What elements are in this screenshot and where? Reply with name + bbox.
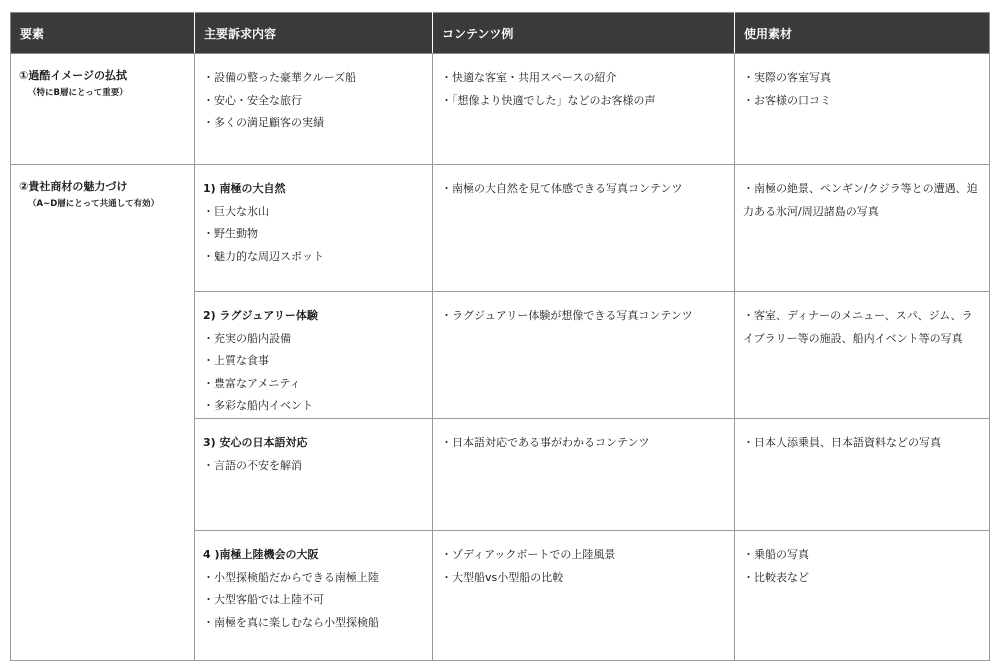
- content-cell: [433, 531, 735, 661]
- material-item: ・南極の絶景、ペンギン/クジラ等との遭遇、迫力ある氷河/周辺諸島の写真: [743, 182, 978, 218]
- element-cell: [11, 165, 195, 661]
- appeal-item: ・魅力的な周辺スポット: [203, 249, 324, 263]
- material-item: ・乗船の写真: [743, 548, 809, 561]
- element-cell: [11, 54, 195, 165]
- appeal-cell: [195, 54, 433, 165]
- content-item: ・大型船vs小型船の比較: [441, 570, 564, 584]
- content-cell: [433, 292, 735, 419]
- appeal-item: ・安心・安全な旅行: [203, 93, 302, 107]
- appeal-item: ・南極を真に楽しむなら小型探検船: [203, 615, 379, 629]
- material-cell: [735, 531, 990, 661]
- material-cell: [735, 292, 990, 419]
- appeal-item: ・上質な食事: [203, 354, 269, 367]
- appeal-item: ・充実の船内設備: [203, 331, 291, 345]
- content-cell: [433, 165, 735, 292]
- header-appeal: 主要訴求内容: [195, 13, 433, 54]
- appeal-item: ・豊富なアメニティ: [203, 376, 301, 390]
- header-material: 使用素材: [735, 13, 990, 54]
- material-cell: [735, 419, 990, 531]
- element-subtitle: （A~D層にとって共通して有効）: [28, 199, 160, 209]
- content-item: ・ゾディアックボートでの上陸風景: [441, 548, 616, 561]
- appeal-item: ・野生動物: [203, 227, 258, 240]
- material-cell: [735, 165, 990, 292]
- material-item: ・お客様の口コミ: [743, 93, 831, 107]
- strategy-table: [10, 12, 990, 661]
- content-cell: [433, 54, 735, 165]
- table-row: [11, 165, 990, 292]
- appeal-cell: [195, 292, 433, 419]
- header-element: 要素: [11, 13, 195, 54]
- table-row: [11, 54, 990, 165]
- appeal-item: ・巨大な氷山: [203, 204, 269, 218]
- appeal-item: ・設備の整った豪華クルーズ船: [203, 71, 357, 84]
- appeal-heading: 3) 安心の日本語対応: [203, 436, 308, 449]
- appeal-item: ・大型客船では上陸不可: [203, 593, 324, 606]
- content-item: ・「想像より快適でした」などのお客様の声: [441, 93, 656, 107]
- content-item: ・快適な客室・共用スペースの紹介: [441, 71, 617, 84]
- element-title: ②貴社商材の魅力づけ: [19, 180, 128, 193]
- content-item: ・南極の大自然を見て体感できる写真コンテンツ: [441, 182, 683, 195]
- material-item: ・実際の客室写真: [743, 71, 831, 84]
- appeal-item: ・多彩な船内イベント: [203, 399, 313, 412]
- header-content-example: コンテンツ例: [433, 13, 735, 54]
- appeal-heading: 2) ラグジュアリー体験: [203, 309, 318, 322]
- appeal-cell: [195, 165, 433, 292]
- appeal-cell: [195, 531, 433, 661]
- appeal-cell: [195, 419, 433, 531]
- appeal-heading: 1) 南極の大自然: [203, 182, 286, 195]
- material-item: ・日本人添乗員、日本語資料などの写真: [743, 436, 941, 449]
- content-item: ・ラグジュアリー体験が想像できる写真コンテンツ: [441, 309, 693, 322]
- element-subtitle: （特にB層にとって重要）: [28, 88, 128, 98]
- material-item: ・比較表など: [743, 570, 809, 584]
- content-item: ・日本語対応である事がわかるコンテンツ: [441, 436, 650, 449]
- element-title: ①過酷イメージの払拭: [19, 69, 127, 82]
- material-item: ・客室、ディナーのメニュー、スパ、ジム、ライブラリー等の施設、船内イベント等の写真: [743, 309, 973, 345]
- material-cell: [735, 54, 990, 165]
- content-cell: [433, 419, 735, 531]
- appeal-heading: 4 )南極上陸機会の大阪: [203, 548, 319, 561]
- header-row: [11, 13, 990, 54]
- appeal-item: ・多くの満足顧客の実績: [203, 116, 324, 129]
- appeal-item: ・言語の不安を解消: [203, 458, 302, 472]
- appeal-item: ・小型探検船だからできる南極上陸: [203, 570, 379, 584]
